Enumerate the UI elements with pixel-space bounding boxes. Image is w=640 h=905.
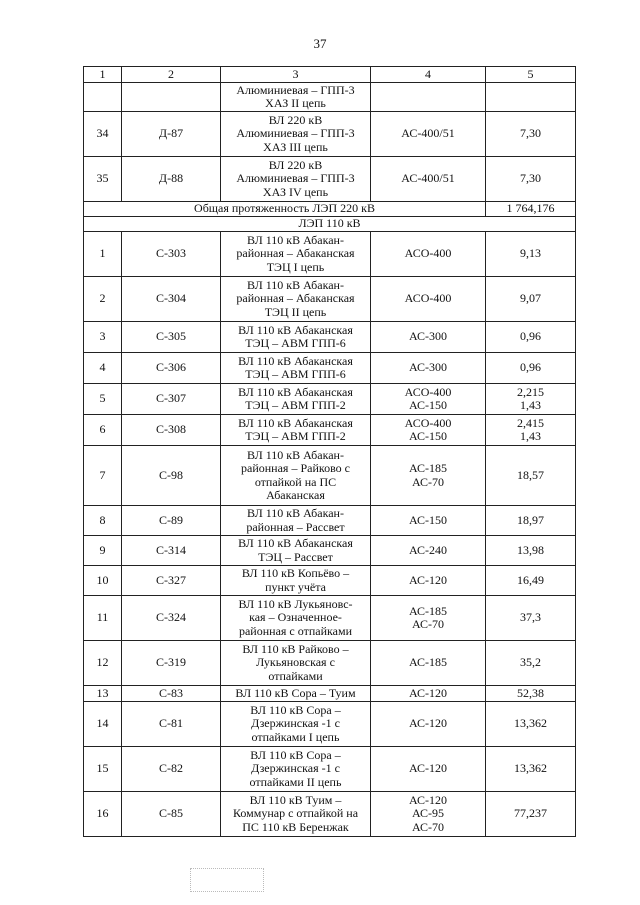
table-row bbox=[84, 536, 576, 566]
line-code: С-324 bbox=[122, 596, 221, 641]
table-row bbox=[84, 157, 576, 202]
line-code: С-308 bbox=[122, 415, 221, 446]
line-name: ВЛ 110 кВ Абакан- районная – Рассвет bbox=[221, 506, 371, 536]
table-row bbox=[84, 322, 576, 353]
line-code: С-89 bbox=[122, 506, 221, 536]
line-name: ВЛ 110 кВ Лукьяновс- кая – Означенное- районная с отпайками bbox=[221, 596, 371, 641]
row-number: 6 bbox=[84, 415, 122, 446]
wire-type: АСО-400 АС-150 bbox=[371, 384, 486, 415]
row-number: 35 bbox=[84, 157, 122, 202]
line-name: ВЛ 110 кВ Абаканская ТЭЦ – Рассвет bbox=[221, 536, 371, 566]
table-row bbox=[84, 641, 576, 686]
page-number: 37 bbox=[313, 36, 327, 51]
wire-type: АС-150 bbox=[371, 506, 486, 536]
table-row bbox=[84, 83, 576, 112]
table-row bbox=[84, 353, 576, 384]
line-name: ВЛ 110 кВ Абакан- районная – Абаканская ТЭЦ II цепь bbox=[221, 277, 371, 322]
line-code: С-305 bbox=[122, 322, 221, 353]
line-code: С-319 bbox=[122, 641, 221, 686]
line-name: ВЛ 110 кВ Копьёво – пункт учёта bbox=[221, 566, 371, 596]
total-row bbox=[84, 202, 576, 217]
line-length: 18,57 bbox=[486, 446, 576, 506]
row-number: 11 bbox=[84, 596, 122, 641]
line-name: ВЛ 220 кВ Алюминиевая – ГПП-3 ХАЗ III цепь bbox=[221, 112, 371, 157]
line-length: 35,2 bbox=[486, 641, 576, 686]
line-code: С-327 bbox=[122, 566, 221, 596]
line-length: 2,215 1,43 bbox=[486, 384, 576, 415]
line-name: ВЛ 110 кВ Туим – Коммунар с отпайкой на ПС 110 кВ Беренжак bbox=[221, 792, 371, 837]
line-code: Д-87 bbox=[122, 112, 221, 157]
line-code: С-303 bbox=[122, 232, 221, 277]
line-length: 13,98 bbox=[486, 536, 576, 566]
row-number: 7 bbox=[84, 446, 122, 506]
power-lines-table bbox=[83, 66, 576, 837]
line-code bbox=[122, 83, 221, 112]
line-length: 37,3 bbox=[486, 596, 576, 641]
line-name: ВЛ 110 кВ Абаканская ТЭЦ – АВМ ГПП-6 bbox=[221, 353, 371, 384]
total-value: 1 764,176 bbox=[486, 202, 576, 217]
line-code: С-314 bbox=[122, 536, 221, 566]
line-length: 18,97 bbox=[486, 506, 576, 536]
table-row bbox=[84, 415, 576, 446]
row-number: 12 bbox=[84, 641, 122, 686]
table-row bbox=[84, 384, 576, 415]
row-number: 8 bbox=[84, 506, 122, 536]
row-number: 5 bbox=[84, 384, 122, 415]
line-length: 0,96 bbox=[486, 322, 576, 353]
row-number: 14 bbox=[84, 702, 122, 747]
row-number: 9 bbox=[84, 536, 122, 566]
wire-type: АС-240 bbox=[371, 536, 486, 566]
row-number: 15 bbox=[84, 747, 122, 792]
table-row bbox=[84, 506, 576, 536]
line-length: 2,415 1,43 bbox=[486, 415, 576, 446]
line-name: ВЛ 110 кВ Абакан- районная – Райково с отпайкой на ПС Абаканская bbox=[221, 446, 371, 506]
row-number: 4 bbox=[84, 353, 122, 384]
column-header: 2 bbox=[122, 67, 221, 83]
line-length: 9,13 bbox=[486, 232, 576, 277]
line-length: 77,237 bbox=[486, 792, 576, 837]
faint-stamp bbox=[190, 868, 264, 892]
line-name: ВЛ 110 кВ Райково – Лукьяновская с отпайками bbox=[221, 641, 371, 686]
line-length: 52,38 bbox=[486, 686, 576, 702]
line-code: С-82 bbox=[122, 747, 221, 792]
table-row bbox=[84, 232, 576, 277]
wire-type: АСО-400 bbox=[371, 232, 486, 277]
wire-type: АСО-400 bbox=[371, 277, 486, 322]
row-number: 1 bbox=[84, 232, 122, 277]
line-name: Алюминиевая – ГПП-3 ХАЗ II цепь bbox=[221, 83, 371, 112]
wire-type: АС-120 bbox=[371, 702, 486, 747]
total-label: Общая протяженность ЛЭП 220 кВ bbox=[84, 202, 486, 217]
line-code: С-304 bbox=[122, 277, 221, 322]
wire-type: АС-185 АС-70 bbox=[371, 596, 486, 641]
row-number: 13 bbox=[84, 686, 122, 702]
table-row bbox=[84, 566, 576, 596]
line-length: 0,96 bbox=[486, 353, 576, 384]
column-header: 3 bbox=[221, 67, 371, 83]
table-row bbox=[84, 747, 576, 792]
wire-type: АС-120 bbox=[371, 686, 486, 702]
wire-type: АС-120 bbox=[371, 747, 486, 792]
wire-type: АС-120 АС-95 АС-70 bbox=[371, 792, 486, 837]
row-number: 10 bbox=[84, 566, 122, 596]
wire-type: АСО-400 АС-150 bbox=[371, 415, 486, 446]
table-row bbox=[84, 277, 576, 322]
line-length bbox=[486, 83, 576, 112]
wire-type: АС-300 bbox=[371, 322, 486, 353]
line-length: 9,07 bbox=[486, 277, 576, 322]
column-header: 1 bbox=[84, 67, 122, 83]
line-name: ВЛ 110 кВ Абаканская ТЭЦ – АВМ ГПП-2 bbox=[221, 384, 371, 415]
row-number: 2 bbox=[84, 277, 122, 322]
wire-type: АС-300 bbox=[371, 353, 486, 384]
line-length: 7,30 bbox=[486, 112, 576, 157]
line-code: С-307 bbox=[122, 384, 221, 415]
table-row bbox=[84, 792, 576, 837]
line-length: 16,49 bbox=[486, 566, 576, 596]
row-number: 16 bbox=[84, 792, 122, 837]
row-number bbox=[84, 83, 122, 112]
line-name: ВЛ 110 кВ Сора – Туим bbox=[221, 686, 371, 702]
table-header-row bbox=[84, 67, 576, 83]
line-name: ВЛ 110 кВ Абаканская ТЭЦ – АВМ ГПП-2 bbox=[221, 415, 371, 446]
wire-type: АС-400/51 bbox=[371, 112, 486, 157]
line-code: С-81 bbox=[122, 702, 221, 747]
line-length: 13,362 bbox=[486, 747, 576, 792]
line-name: ВЛ 110 кВ Сора – Дзержинская -1 с отпайками I цепь bbox=[221, 702, 371, 747]
wire-type: АС-185 bbox=[371, 641, 486, 686]
line-length: 13,362 bbox=[486, 702, 576, 747]
line-name: ВЛ 220 кВ Алюминиевая – ГПП-3 ХАЗ IV цепь bbox=[221, 157, 371, 202]
line-name: ВЛ 110 кВ Абакан- районная – Абаканская ТЭЦ I цепь bbox=[221, 232, 371, 277]
line-length: 7,30 bbox=[486, 157, 576, 202]
line-code: С-85 bbox=[122, 792, 221, 837]
table-row bbox=[84, 686, 576, 702]
row-number: 34 bbox=[84, 112, 122, 157]
table-row bbox=[84, 596, 576, 641]
line-code: Д-88 bbox=[122, 157, 221, 202]
line-name: ВЛ 110 кВ Сора – Дзержинская -1 с отпайками II цепь bbox=[221, 747, 371, 792]
wire-type: АС-185 АС-70 bbox=[371, 446, 486, 506]
section-title: ЛЭП 110 кВ bbox=[84, 217, 576, 232]
wire-type: АС-120 bbox=[371, 566, 486, 596]
table-row bbox=[84, 446, 576, 506]
wire-type bbox=[371, 83, 486, 112]
table-row bbox=[84, 112, 576, 157]
line-code: С-98 bbox=[122, 446, 221, 506]
section-row bbox=[84, 217, 576, 232]
column-header: 5 bbox=[486, 67, 576, 83]
line-code: С-306 bbox=[122, 353, 221, 384]
row-number: 3 bbox=[84, 322, 122, 353]
table-row bbox=[84, 702, 576, 747]
line-code: С-83 bbox=[122, 686, 221, 702]
wire-type: АС-400/51 bbox=[371, 157, 486, 202]
line-name: ВЛ 110 кВ Абаканская ТЭЦ – АВМ ГПП-6 bbox=[221, 322, 371, 353]
column-header: 4 bbox=[371, 67, 486, 83]
